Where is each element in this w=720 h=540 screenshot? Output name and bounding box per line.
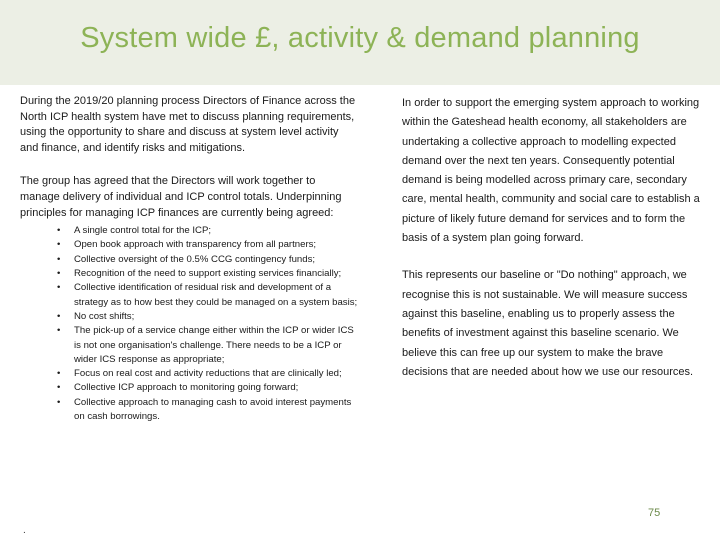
list-item: • Collective approach to managing cash to avoid interest payments on cash borrowings. [74,396,358,425]
list-item: • Open book approach with transparency from all partners; [74,238,358,252]
list-item: • A single control total for the ICP; [74,224,358,238]
right-paragraph-2: This represents our baseline or "Do nothing" approach, we recognise this is not sustainable. We will measure success against this baseline, enabling us to properly assess the benefits of investment against this baseline scenario. We believe this can free up our system to make the brave decisions that are needed about how we use our resources. [402,269,694,378]
list-item: • Collective ICP approach to monitoring going forward; [74,381,358,395]
right-paragraph-1: In order to support the emerging system approach to working within the Gateshead health economy, all stakeholders are undertaking a collective approach to modelling expected demand over the next ten years. Consequently potential demand is being modelled across primary care, secondary care, mental health, community and social care to establish a picture of likely future demand for services and to form the basis of a system plan going forward. [402,97,700,245]
page-number: 75 [648,507,661,519]
trailing-mark: . [23,525,26,536]
list-item: • Focus on real cost and activity reductions that are clinically led; [74,367,358,381]
list-item: • The pick-up of a service change either within the ICP or wider ICS is not one organisation's challenge. There needs to be a ICP or wider ICS response as appropriate; [74,324,358,367]
right-column [402,94,702,382]
page-title: System wide £, activity & demand planning [80,22,640,54]
list-item: • Collective oversight of the 0.5% CCG contingency funds; [74,253,358,267]
left-column [20,94,358,424]
list-item: • Recognition of the need to support existing services financially; [74,267,358,281]
left-paragraph-2: The group has agreed that the Directors will work together to manage delivery of individual and ICP control totals. Underpinning principles for managing ICP finances are currently being agreed: [20,175,342,219]
list-item: • Collective identification of residual risk and development of a strategy as to how best they could be managed on a system basis; [74,281,358,310]
principles-list [20,224,358,424]
left-paragraph-1: During the 2019/20 planning process Directors of Finance across the North ICP health system have met to discuss planning requirements, using the opportunity to share and discuss at system level activity and finance, and identify risks and mitigations. [20,95,356,154]
list-item: • No cost shifts; [74,310,358,324]
